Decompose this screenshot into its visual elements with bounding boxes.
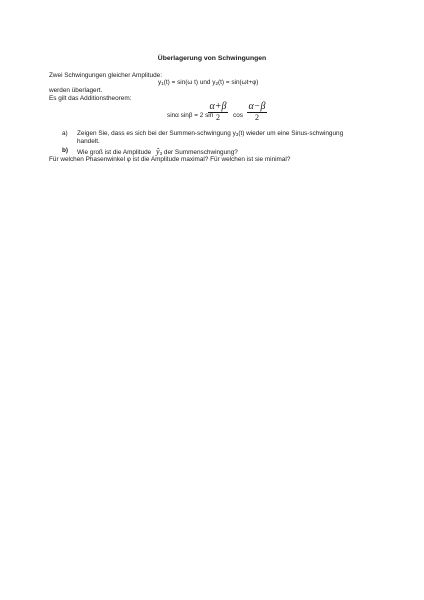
- fraction-2-numerator: α−β: [248, 101, 266, 112]
- theorem-intro: Es gilt das Additionstheorem:: [49, 95, 132, 102]
- fraction-alpha-plus-beta: [206, 101, 230, 122]
- y1-rest: (t) = sin(ω t) und y: [163, 79, 216, 86]
- theorem-cos: cos: [233, 112, 243, 119]
- y2-rest: (t) = sin(ωt+φ): [218, 79, 259, 86]
- phase-question: Für welchen Phasenwinkel φ ist die Amplitude maximal? Für welchen ist sie minimal?: [49, 156, 291, 163]
- oscillation-equations: [158, 79, 258, 87]
- y2-subscript: 2: [215, 81, 219, 86]
- task-a-line-2: handelt.: [77, 138, 100, 145]
- amplitude-symbol-subscript: 3: [159, 151, 163, 156]
- task-a-subscript: 3: [235, 132, 239, 137]
- fraction-1-numerator: α+β: [209, 101, 227, 112]
- task-b-text-suffix: der Summenschwingung?: [163, 149, 238, 156]
- y1-prefix: y: [158, 79, 162, 86]
- y1-subscript: 1: [161, 81, 164, 86]
- task-b-text-prefix: Wie groß ist die Amplitude: [77, 149, 152, 156]
- page-title: Überlagerung von Schwingungen: [157, 55, 267, 62]
- task-a-line-1: [77, 130, 343, 138]
- theorem-lhs: sinα sinβ = 2 sin: [167, 112, 214, 119]
- intro-text: Zwei Schwingungen gleicher Amplitude:: [49, 72, 162, 79]
- fraction-alpha-minus-beta: [245, 101, 269, 122]
- fraction-1-denominator: 2: [216, 113, 220, 122]
- task-a-text-prefix: Zeigen Sie, dass es sich bei der Summen-schwingung y: [77, 130, 236, 137]
- superposed-text: werden überlagert.: [49, 87, 103, 94]
- fraction-2-denominator: 2: [255, 113, 259, 122]
- task-a-label: a): [62, 130, 68, 137]
- amplitude-symbol: ŷ: [156, 147, 160, 156]
- task-b-label: b): [62, 147, 69, 154]
- task-a-text-suffix: (t) wieder um eine Sinus-schwingung: [238, 130, 344, 137]
